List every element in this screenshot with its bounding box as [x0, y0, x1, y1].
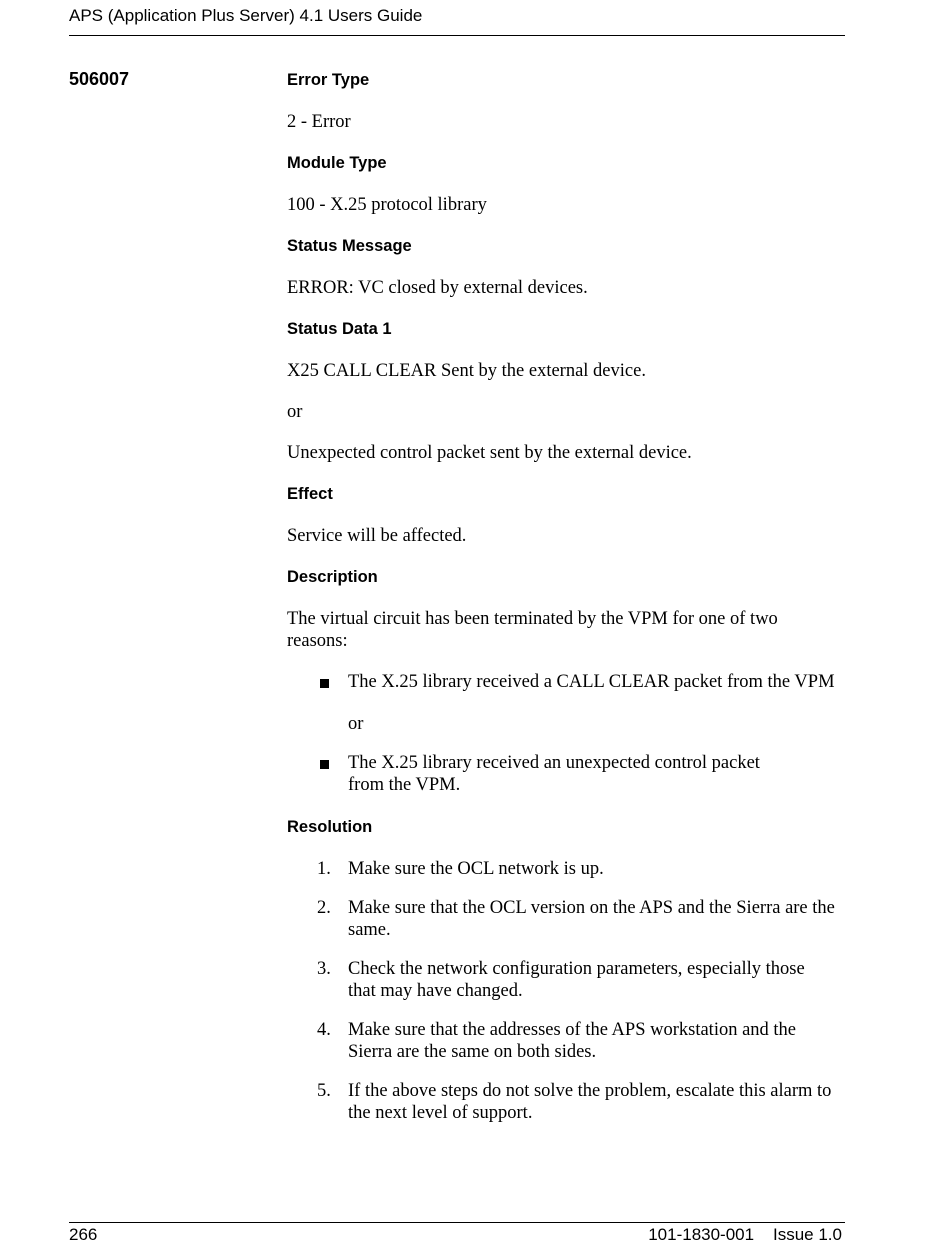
step-text: Make sure the OCL network is up. — [348, 859, 604, 879]
module-type-value: 100 - X.25 protocol library — [287, 195, 487, 215]
footer-doc-info — [648, 1225, 842, 1245]
status-data-heading: Status Data 1 — [287, 320, 392, 338]
bullet-text: The X.25 library received a CALL CLEAR packet from the VPM — [348, 672, 835, 692]
alarm-code: 506007 — [69, 69, 130, 89]
resolution-heading: Resolution — [287, 818, 373, 836]
step-number: 2. — [317, 898, 331, 918]
footer-rule — [69, 1222, 845, 1223]
step-text: Make sure that the addresses of the APS workstation and the Sierra are the same on both sides. — [348, 1020, 797, 1062]
alarm-details — [287, 69, 847, 1144]
error-type-value: 2 - Error — [287, 112, 351, 132]
square-bullet-icon — [320, 679, 329, 688]
resolution-step — [287, 858, 847, 880]
header-rule — [69, 35, 845, 36]
description-or: or — [348, 714, 364, 734]
status-data-or: or — [287, 402, 303, 422]
resolution-step — [287, 1080, 847, 1124]
step-text: Check the network configuration parameters, especially those that may have changed. — [348, 959, 805, 1001]
effect-value: Service will be affected. — [287, 526, 467, 546]
description-bullet-list-2 — [287, 752, 847, 796]
resolution-step — [287, 1019, 828, 1063]
resolution-steps — [287, 858, 847, 1124]
description-text: The virtual circuit has been terminated by the VPM for one of two reasons: — [287, 609, 778, 651]
bullet-text: The X.25 library received an unexpected control packet from the VPM. — [348, 753, 760, 795]
description-bullet-list — [287, 671, 847, 693]
running-header-title: APS (Application Plus Server) 4.1 Users Guide — [69, 6, 423, 25]
status-message-value: ERROR: VC closed by external devices. — [287, 278, 588, 298]
list-item — [287, 752, 772, 796]
description-heading: Description — [287, 568, 378, 586]
step-number: 3. — [317, 959, 331, 979]
step-number: 1. — [317, 859, 331, 879]
list-item — [287, 671, 847, 693]
step-text: If the above steps do not solve the problem, escalate this alarm to the next level of support. — [348, 1081, 832, 1123]
page-number: 266 — [69, 1225, 98, 1244]
status-data-line-1: X25 CALL CLEAR Sent by the external device. — [287, 361, 646, 381]
effect-heading: Effect — [287, 485, 333, 503]
status-data-line-2: Unexpected control packet sent by the external device. — [287, 443, 692, 463]
resolution-step — [287, 958, 828, 1002]
step-text: Make sure that the OCL version on the APS and the Sierra are the same. — [348, 898, 835, 940]
issue-label: Issue 1.0 — [773, 1225, 842, 1244]
doc-number: 101-1830-001 — [648, 1225, 755, 1244]
module-type-heading: Module Type — [287, 154, 387, 172]
step-number: 4. — [317, 1020, 331, 1040]
square-bullet-icon — [320, 760, 329, 769]
error-type-heading: Error Type — [287, 71, 370, 89]
step-number: 5. — [317, 1081, 331, 1101]
resolution-step — [287, 897, 847, 941]
status-message-heading: Status Message — [287, 237, 412, 255]
